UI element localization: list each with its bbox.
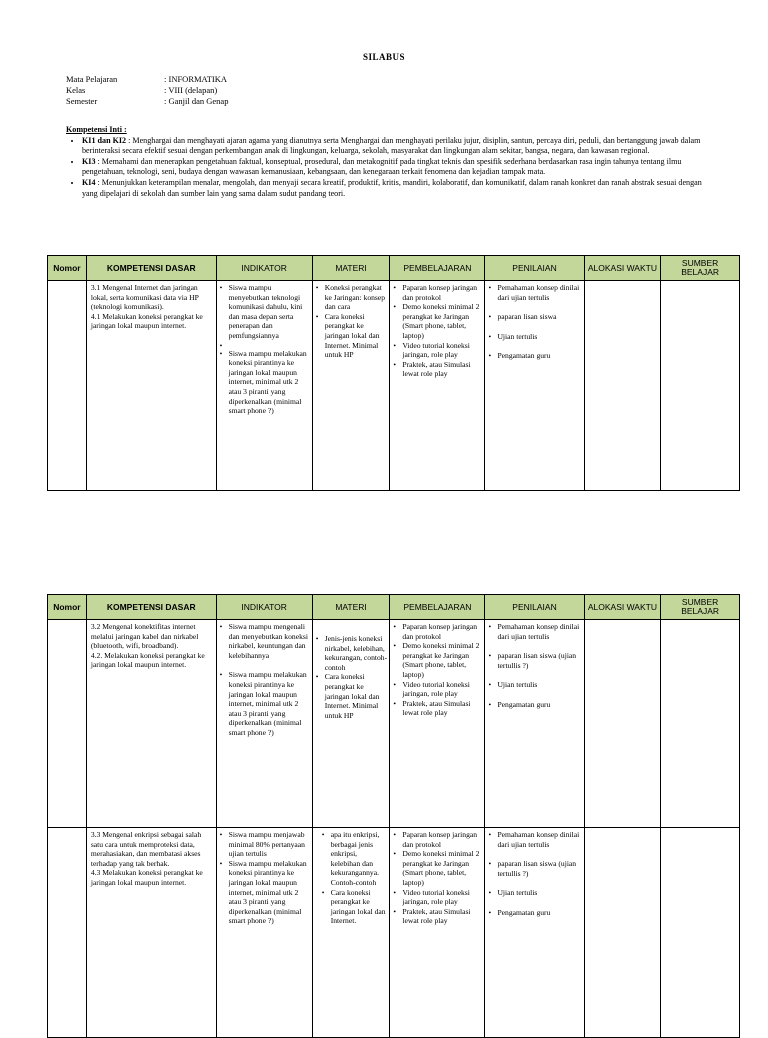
cell-indikator (216, 281, 312, 491)
cell-penilaian (485, 828, 584, 1038)
pembelajaran-item: • Demo koneksi minimal 2 perangkat ke Jaringan (Smart phone, tablet, laptop) (402, 641, 482, 679)
meta-key: Semester (66, 96, 98, 106)
ki-item (82, 157, 706, 178)
cell-nomor (48, 281, 87, 491)
pembelajaran-item: • Paparan konsep jaringan dan protokol (402, 830, 482, 849)
meta-row (66, 96, 228, 107)
penilaian-item: • Pengamatan guru (497, 700, 581, 710)
kompetensi-inti (66, 125, 706, 199)
indikator-item: • Siswa mampu menjawab minimal 80% pertanyaan ujian tertulis (229, 830, 310, 859)
penilaian-item: • Ujian tertulis (497, 680, 581, 690)
pembelajaran-item: • Demo koneksi minimal 2 perangkat ke Jaringan (Smart phone, tablet, laptop) (402, 302, 482, 340)
penilaian-item: • Pemahaman konsep dinilai dari ujian tertulis (497, 622, 581, 641)
cell-materi (312, 620, 390, 828)
meta-key: Mata Pelajaran (66, 74, 118, 84)
col-header-nomor: Nomor (48, 256, 87, 281)
ki-text: : Menunjukkan keterampilan menalar, mengolah, dan menyaji secara kreatif, produktif, kritis, mandiri, kolaboratif, dan komunikatif, dalam ranah konkret dan ranah abstrak sesuai dengan yang dipelajari di sekolah dan sumber lain yang sama dalam sudut pandang teori. (82, 177, 702, 198)
pembelajaran-item: • Video tutorial koneksi jaringan, role play (402, 680, 482, 699)
ki-text: : Memahami dan menerapkan pengetahuan faktual, konseptual, prosedural, dan metakognitif pada tingkat teknis dan spesifik sederhana berdasarkan rasa ingin tahunya tentang ilmu pengetahuan, teknologi, seni, budaya dengan wawasan kemanusiaan, kebangsaan, dan kenegaraan terkait fenomena dan kejadian tampak mata. (82, 156, 682, 177)
pembelajaran-item: • Praktek, atau Simulasi lewat role play (402, 907, 482, 926)
col-header-pembelajaran: PEMBELAJARAN (390, 256, 485, 281)
col-header-nomor: Nomor (48, 595, 87, 620)
meta-value: : Ganjil dan Genap (164, 96, 229, 106)
col-header-penilaian: PENILAIAN (485, 256, 584, 281)
ki-lead: KI3 (82, 156, 96, 166)
pembelajaran-item: • Video tutorial koneksi jaringan, role play (402, 341, 482, 360)
cell-nomor (48, 828, 87, 1038)
meta-value: : VIII (delapan) (164, 85, 218, 95)
penilaian-item: • Ujian tertulis (497, 888, 581, 898)
col-header-alokasi-waktu: ALOKASI WAKTU (584, 256, 661, 281)
subject-info (66, 74, 228, 107)
indikator-item: • Siswa mampu mengenali dan menyebutkan koneksi nirkabel, keuntungan dan kelebihannya (229, 622, 310, 660)
pembelajaran-item: • Paparan konsep jaringan dan protokol (402, 283, 482, 302)
table-header-row (48, 256, 740, 281)
pembelajaran-item: • Paparan konsep jaringan dan protokol (402, 622, 482, 641)
spacer (229, 341, 310, 349)
meta-key: Kelas (66, 85, 86, 95)
col-header-indikator: INDIKATOR (216, 595, 312, 620)
cell-sumber-belajar (661, 281, 740, 491)
col-header-penilaian: PENILAIAN (485, 595, 584, 620)
cell-indikator (216, 828, 312, 1038)
kd-item: 3.2 Mengenal konektifitas internet melalui jaringan kabel dan nirkabel (bluetooth, wifi, broadband). (90, 622, 199, 651)
cell-pembelajaran (390, 281, 485, 491)
materi-item: • Cara koneksi perangkat ke jaringan lokal dan Internet. (331, 888, 388, 926)
meta-row (66, 85, 228, 96)
cell-pembelajaran (390, 828, 485, 1038)
ki-item (82, 178, 706, 199)
col-header-materi: MATERI (312, 256, 390, 281)
col-header-indikator: INDIKATOR (216, 256, 312, 281)
penilaian-item: • Ujian tertulis (497, 332, 581, 342)
cell-sumber-belajar (661, 620, 740, 828)
ki-heading: Kompetensi Inti : (66, 125, 127, 134)
cell-kompetensi-dasar (86, 281, 216, 491)
ki-item (82, 136, 706, 157)
cell-alokasi-waktu (584, 828, 661, 1038)
penilaian-item: • paparan lisan siswa (ujian tertullis ?) (497, 859, 581, 878)
indikator-item: • Siswa mampu melakukan koneksi pirantinya ke jaringan lokal maupun internet, minimal utk 2 atau 3 piranti yang diperkenalkan (minimal smart phone ?) (229, 349, 310, 416)
penilaian-item: • paparan lisan siswa (497, 312, 581, 322)
kd-item: 3.1 Mengenal Internet dan jaringan lokal, serta komunikasi data via HP (teknologi komunikasi). (90, 283, 199, 312)
kd-item: 4.2. Melakukan koneksi perangkat ke jaringan lokal maupun internet. (90, 650, 205, 670)
col-header-kompetensi-dasar: KOMPETENSI DASAR (86, 595, 216, 620)
kd-item: 4.3 Melakukan koneksi perangkat ke jaringan lokal maupun internet. (90, 868, 203, 887)
ki-list (66, 136, 706, 200)
cell-materi (312, 828, 390, 1038)
document-title: SILABUS (362, 52, 406, 62)
indikator-item: • Siswa mampu melakukan koneksi pirantinya ke jaringan lokal maupun internet, minimal utk 2 atau 3 piranti yang diperkenalkan (minimal smart phone ?) (229, 670, 310, 737)
penilaian-item: • Pemahaman konsep dinilai dari ujian tertulis (497, 830, 581, 849)
pembelajaran-item: • Video tutorial koneksi jaringan, role play (402, 888, 482, 907)
cell-penilaian (485, 620, 584, 828)
syllabus-table-2 (47, 594, 740, 1038)
pembelajaran-item: • Praktek, atau Simulasi lewat role play (402, 360, 482, 379)
penilaian-item: • Pemahaman konsep dinilai dari ujian tertulis (497, 283, 581, 302)
cell-indikator (216, 620, 312, 828)
cell-pembelajaran (390, 620, 485, 828)
cell-materi (312, 281, 390, 491)
pembelajaran-item: • Demo koneksi minimal 2 perangkat ke Jaringan (Smart phone, tablet, laptop) (402, 849, 482, 887)
col-header-pembelajaran: PEMBELAJARAN (390, 595, 485, 620)
materi-item: • apa itu enkripsi, berbagai jenis enkripsi, kelebihan dan kekurangannya. Contoh-contoh (331, 830, 388, 888)
materi-item: • Jenis-jenis koneksi nirkabel, kelebihan, kekurangan, contoh-contoh (325, 634, 388, 672)
penilaian-item: • Pengamatan guru (497, 351, 581, 361)
penilaian-item: • Pengamatan guru (497, 908, 581, 918)
table-row (48, 828, 740, 1038)
col-header-sumber-belajar: SUMBER BELAJAR (661, 595, 740, 620)
materi-item: • Cara koneksi perangkat ke jaringan lokal dan Internet. Minimal untuk HP (325, 672, 388, 720)
table-row (48, 620, 740, 828)
col-header-materi: MATERI (312, 595, 390, 620)
cell-kompetensi-dasar (86, 620, 216, 828)
table-header-row (48, 595, 740, 620)
cell-alokasi-waktu (584, 281, 661, 491)
ki-lead: KI1 dan KI2 (82, 135, 127, 145)
col-header-kompetensi-dasar: KOMPETENSI DASAR (86, 256, 216, 281)
pembelajaran-item: • Praktek, atau Simulasi lewat role play (402, 699, 482, 718)
meta-value: : INFORMATIKA (164, 74, 228, 84)
ki-text: : Menghargai dan menghayati ajaran agama yang dianutnya serta Menghargai dan menghayati perilaku jujur, disiplin, santun, percaya diri, peduli, dan bertanggung jawab dalam berinteraksi secara efektif sesuai dengan perkembangan anak di lingkungan, keluarga, sekolah, masyarakat dan lingkungan alam sekitar, bangsa, negara, dan kawasan regional. (82, 135, 701, 156)
table-row (48, 281, 740, 491)
ki-lead: KI4 (82, 177, 96, 187)
syllabus-table-1 (47, 255, 740, 491)
kd-item: 3.3 Mengenal enkripsi sebagai salah satu cara untuk memproteksi data, merahasiakan, dan membatasi akses terhadap yang tak berhak. (90, 830, 202, 868)
materi-item: • Cara koneksi perangkat ke jaringan lokal dan Internet. Minimal untuk HP (325, 312, 388, 360)
col-header-sumber-belajar: SUMBER BELAJAR (661, 256, 740, 281)
penilaian-item: • paparan lisan siswa (ujian tertullis ?) (497, 651, 581, 670)
cell-alokasi-waktu (584, 620, 661, 828)
cell-sumber-belajar (661, 828, 740, 1038)
cell-nomor (48, 620, 87, 828)
cell-penilaian (485, 281, 584, 491)
indikator-item: • Siswa mampu menyebutkan teknologi komunikasi dahulu, kini dan masa depan serta penerapan dan pemfungsiannya (229, 283, 310, 341)
col-header-alokasi-waktu: ALOKASI WAKTU (584, 595, 661, 620)
meta-row (66, 74, 228, 85)
materi-item: • Koneksi perangkat ke Jaringan: konsep dan cara (325, 283, 388, 312)
cell-kompetensi-dasar (86, 828, 216, 1038)
indikator-item: • Siswa mampu melakukan koneksi pirantinya ke jaringan lokal maupun internet, minimal utk 2 atau 3 piranti yang diperkenalkan (minimal smart phone ?) (229, 859, 310, 926)
kd-item: 4.1 Melakukan koneksi perangkat ke jaringan lokal maupun internet. (90, 311, 203, 331)
